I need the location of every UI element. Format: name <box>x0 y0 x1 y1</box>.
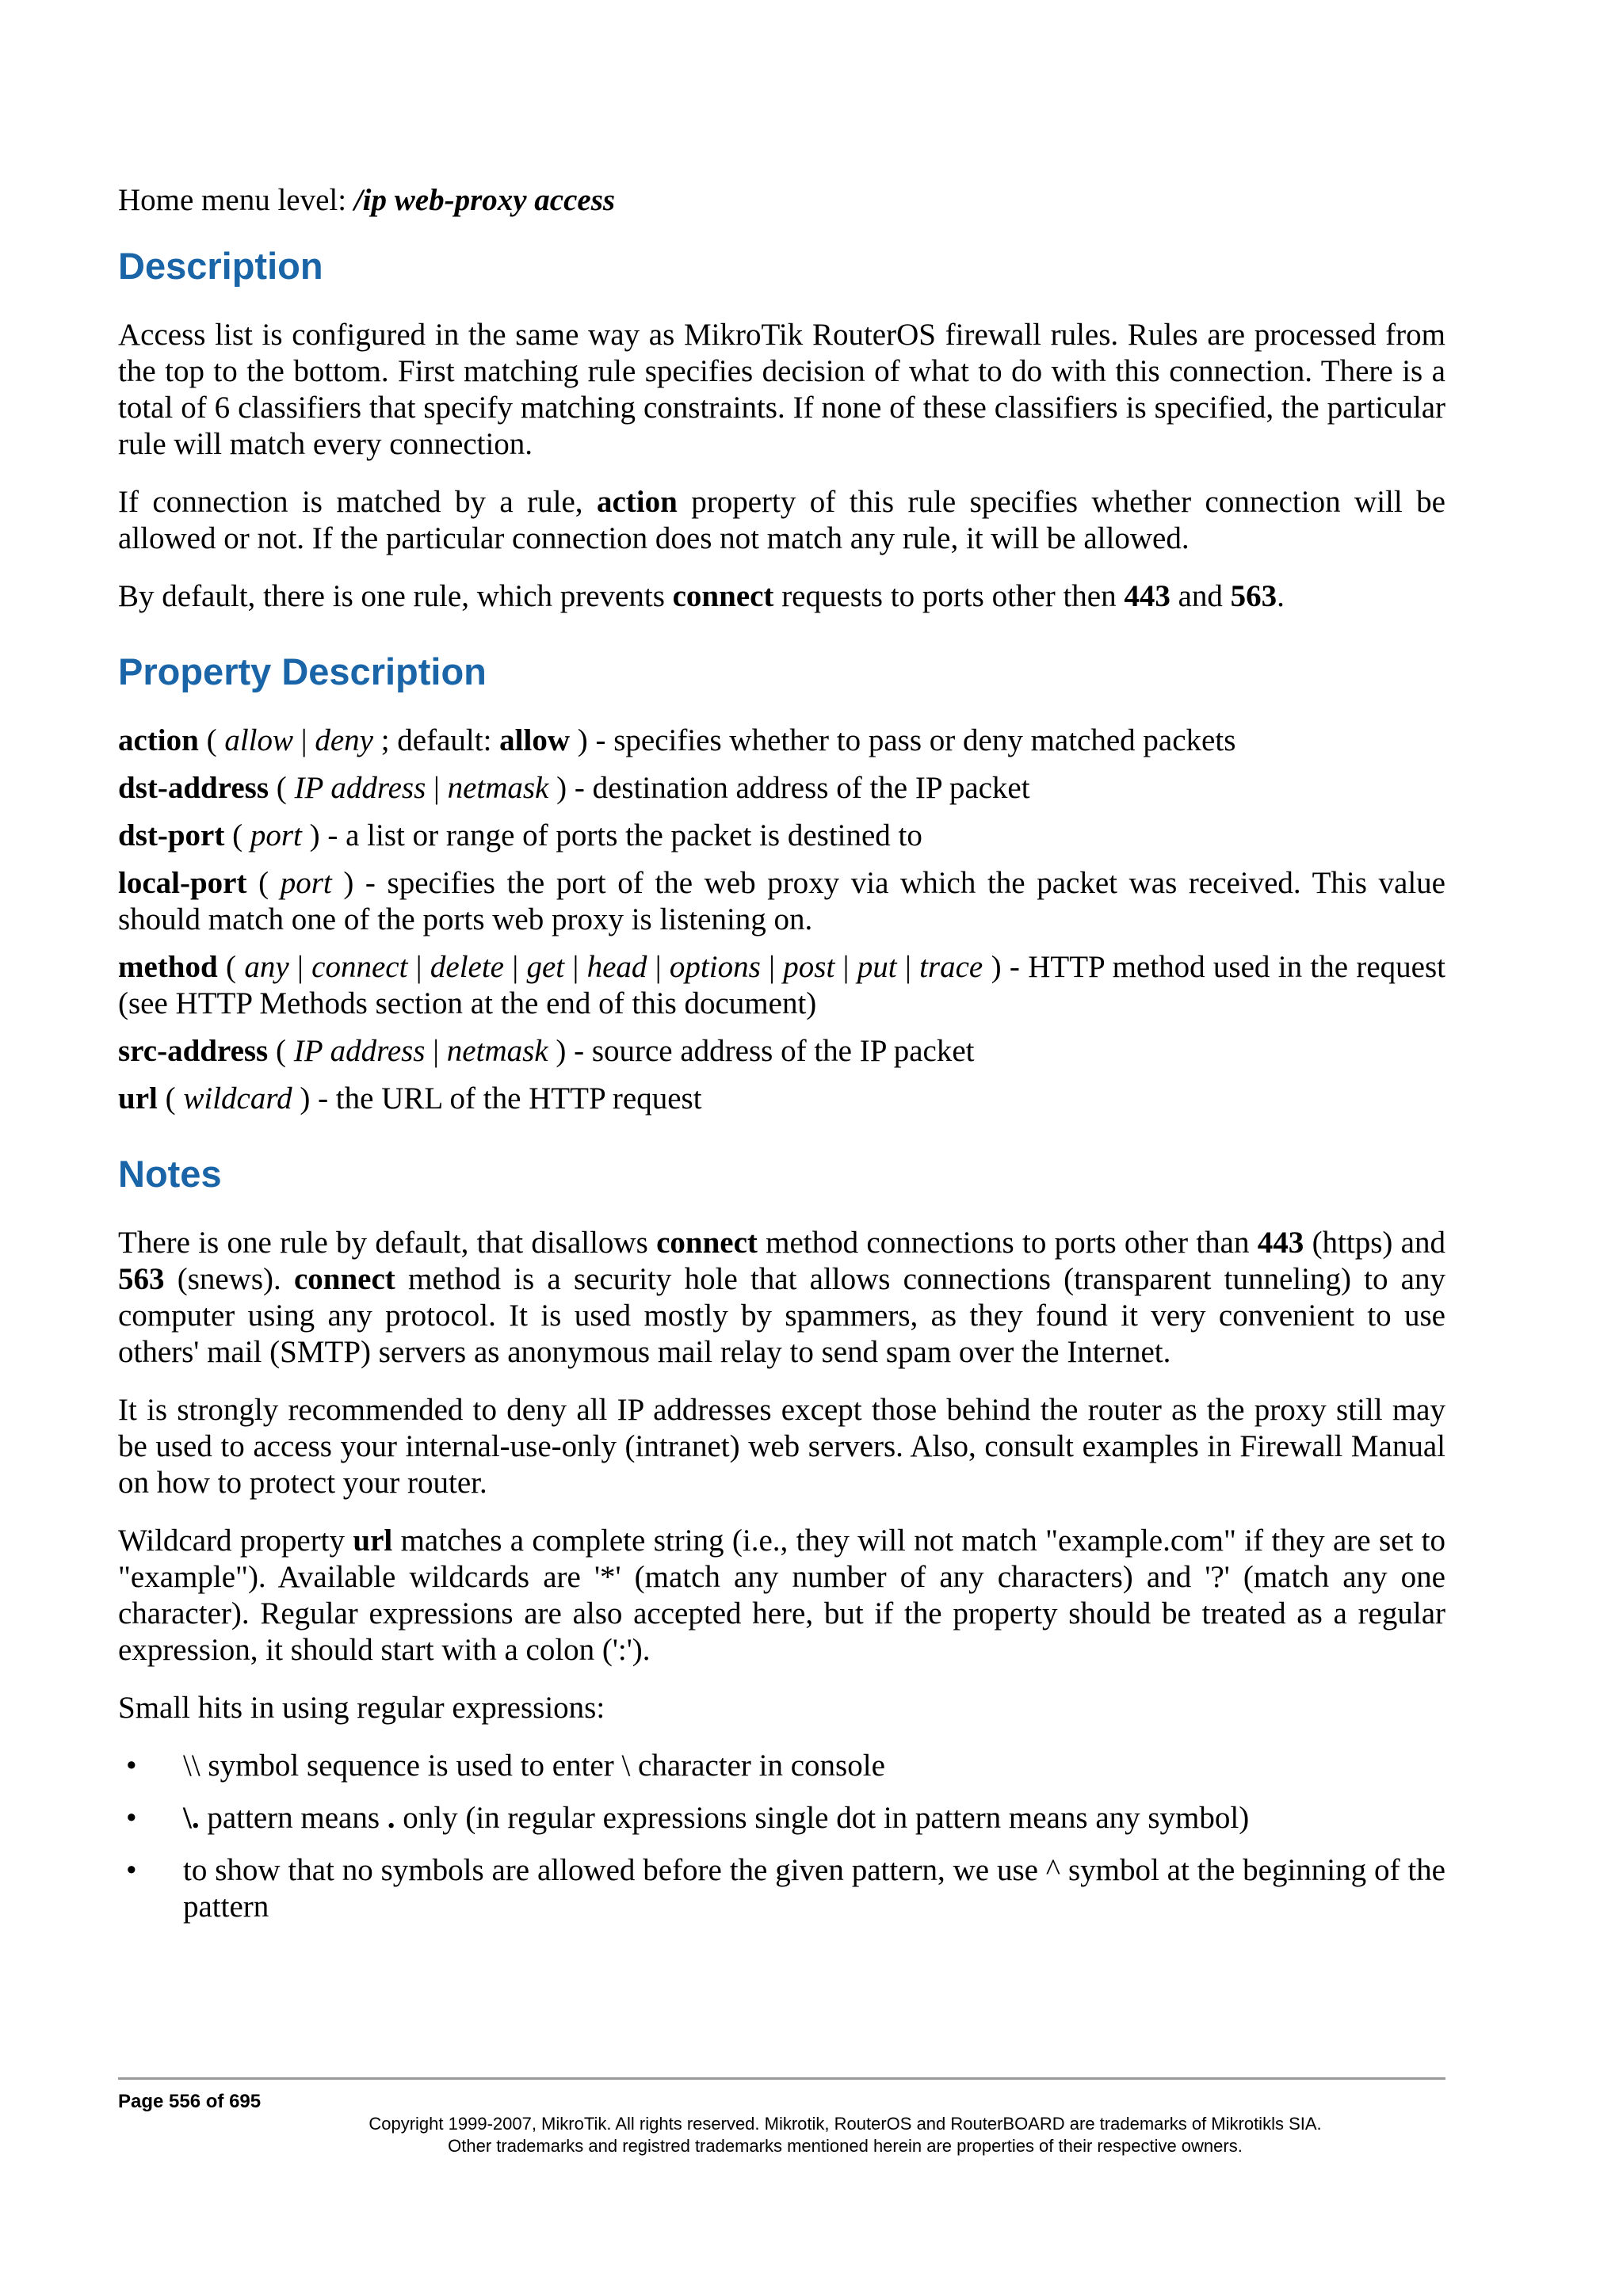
method-option: trace <box>919 950 983 984</box>
property-description-heading: Property Description <box>118 650 487 692</box>
bullet-icon: • <box>126 1749 137 1783</box>
list-item: • \. pattern means . only (in regular expressions single dot in pattern means any symbol) <box>126 1801 1250 1835</box>
copyright-line-2: Other trademarks and registred trademarks mentioned herein are properties of their respective owners. <box>448 2136 1243 2156</box>
menu-path: /ip web-proxy access <box>353 183 616 217</box>
property-src-address: src-address ( IP address | netmask ) - source address of the IP packet <box>118 1034 975 1068</box>
bullet-icon: • <box>126 1853 137 1887</box>
property-action: action ( allow | deny ; default: allow ) - specifies whether to pass or deny matched packets <box>118 723 1236 757</box>
description-heading: Description <box>118 245 323 287</box>
description-paragraph-1: Access list is configured in the same way as MikroTik RouterOS firewall rules. Rules are processed from the top to the bottom. First matching rule specifies decision of what to do with this connection. There is a total of 6 classifiers that specify matching constraints. If none of these classifiers is specified, the particular rule will match every connection. <box>118 318 1445 461</box>
notes-paragraph-1: There is one rule by default, that disallows connect method connections to ports other than 443 (https) and 563 (snews). connect method is a security hole that allows connections (transparent tunneling) to any computer using any protocol. It is used mostly by spammers, as they found it very convenient to use others' mail (SMTP) servers as anonymous mail relay to send spam over the Internet. <box>118 1226 1445 1369</box>
method-options: any | connect | delete | get | head | options | post | put | trace <box>244 950 983 984</box>
method-option: put <box>857 950 897 984</box>
description-paragraph-3: By default, there is one rule, which prevents connect requests to ports other then 443 and 563. <box>118 579 1285 613</box>
method-option: options <box>669 950 761 984</box>
property-url: url ( wildcard ) - the URL of the HTTP request <box>118 1081 702 1116</box>
method-option: delete <box>430 950 504 984</box>
property-dst-address: dst-address ( IP address | netmask ) - destination address of the IP packet <box>118 771 1030 805</box>
property-dst-port: dst-port ( port ) - a list or range of ports the packet is destined to <box>118 818 922 852</box>
method-option: head <box>586 950 647 984</box>
notes-paragraph-2: It is strongly recommended to deny all IP addresses except those behind the router as the proxy still may be used to access your internal-use-only (intranet) web servers. Also, consult examples in Firewall Manual on how to protect your router. <box>118 1393 1445 1500</box>
copyright-line-1: Copyright 1999-2007, MikroTik. All rights reserved. Mikrotik, RouterOS and RouterBOARD are trademarks of Mikrotikls SIA. <box>369 2114 1322 2134</box>
document-page <box>118 182 1445 1941</box>
list-item: • \\ symbol sequence is used to enter \ character in console <box>126 1749 885 1783</box>
list-item: • to show that no symbols are allowed before the given pattern, we use ^ symbol at the beginning of the pattern <box>126 1853 1445 1924</box>
notes-heading: Notes <box>118 1153 222 1195</box>
home-menu-level: Home menu level: /ip web-proxy access <box>118 183 616 217</box>
notes-paragraph-3: Wildcard property url matches a complete string (i.e., they will not match "example.com" if they are set to "example"). Available wildcards are '*' (match any number of any characters) and '?' (match any one character). Regular expressions are also accepted here, but if the property should be treated as a regular expression, it should start with a colon (':'). <box>118 1524 1445 1667</box>
notes-paragraph-4: Small hits in using regular expressions: <box>118 1691 605 1725</box>
method-option: any <box>244 950 289 984</box>
page-number: Page 556 of 695 <box>118 2091 262 2112</box>
property-method: method ( any | connect | delete | get | head | options | post | put | trace ) - HTTP method used in the request (see HTTP Methods section at the end of this document) <box>118 950 1446 1020</box>
bullet-icon: • <box>126 1801 137 1835</box>
description-paragraph-2: If connection is matched by a rule, action property of this rule specifies whether connection will be allowed or not. If the particular connection does not match any rule, it will be allowed. <box>118 485 1445 555</box>
method-option: get <box>526 950 565 984</box>
property-local-port: local-port ( port ) - specifies the port of the web proxy via which the packet was received. This value should match one of the ports web proxy is listening on. <box>118 866 1445 936</box>
method-option: connect <box>311 950 408 984</box>
page-footer <box>118 2077 1445 2157</box>
regex-hints-list <box>118 1748 1445 1925</box>
method-option: post <box>783 950 835 984</box>
